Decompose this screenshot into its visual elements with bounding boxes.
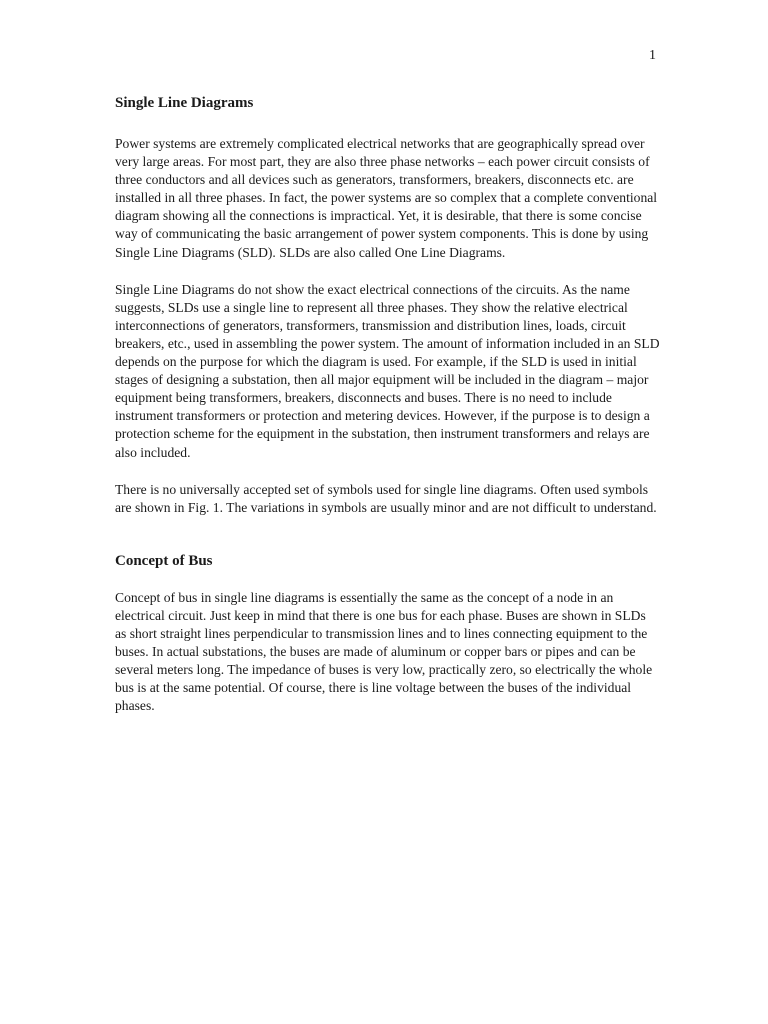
paragraph-intro: Power systems are extremely complicated electrical networks that are geographically spread over very large areas. For most part, they are also three phase networks – each power circuit consists of three conductors and all devices such as generators, transformers, breakers, disconnects etc. are installed in all three phases. In fact, the power systems are so complex that a complete conventional diagram showing all the connections is impractical. Yet, it is desirable, that there is some concise way of communicating the basic arrangement of power system components. This is done by using Single Line Diagrams (SLD). SLDs are also called One Line Diagrams. (115, 136, 658, 260)
paragraph-symbols: There is no universally accepted set of symbols used for single line diagrams. Often used symbols are shown in Fig. 1. The variations in symbols are usually minor and are not difficult to understand. (115, 481, 657, 515)
section-heading-concept-of-bus: Concept of Bus (115, 552, 213, 569)
document-body (115, 93, 660, 715)
page-number: 1 (649, 48, 656, 63)
paragraph-sld-description: Single Line Diagrams do not show the exact electrical connections of the circuits. As the name suggests, SLDs use a single line to represent all three phases. They show the relative electrical interconnections of generators, transformers, transmission and distribution lines, loads, circuit breakers, etc., used in assembling the power system. The amount of information included in an SLD depends on the purpose for which the diagram is used. For example, if the SLD is used in initial stages of designing a substation, then all major equipment will be included in the diagram – major equipment being transformers, breakers, disconnects and buses. There is no need to include instrument transformers or protection and metering devices. However, if the purpose is to design a protection scheme for the equipment in the substation, then instrument transformers and relays are also included. (115, 281, 660, 460)
paragraph-bus-concept: Concept of bus in single line diagrams is essentially the same as the concept of a node in an electrical circuit. Just keep in mind that there is one bus for each phase. Buses are shown in SLDs as short straight lines perpendicular to transmission lines and to lines connecting equipment to the buses. In actual substations, the buses are made of aluminum or copper bars or pipes and can be several meters long. The impedance of buses is very low, practically zero, so electrically the whole bus is at the same potential. Of course, there is line voltage between the buses of the individual phases. (115, 589, 653, 714)
section-heading-single-line-diagrams: Single Line Diagrams (115, 95, 254, 111)
